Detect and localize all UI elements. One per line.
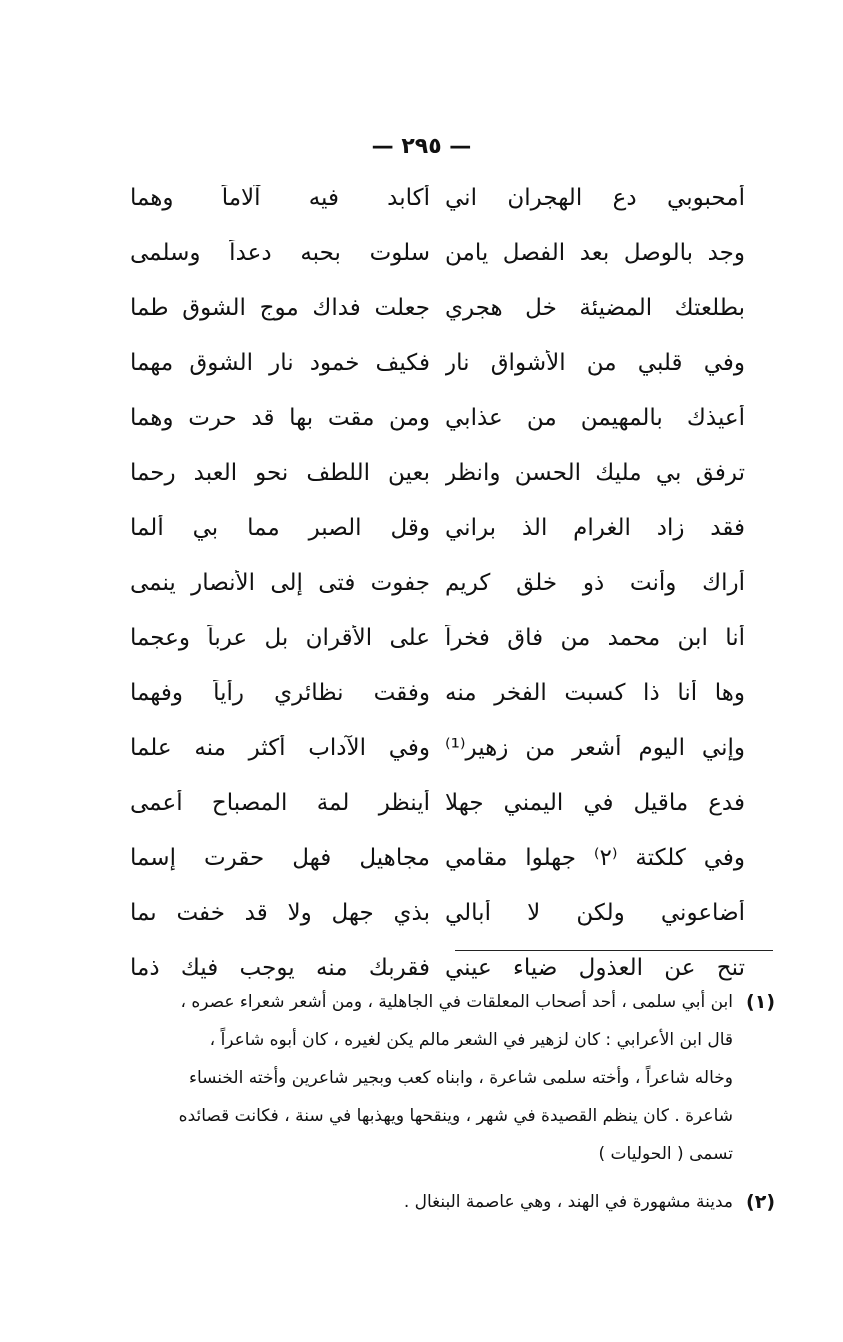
verse-line bbox=[130, 610, 745, 665]
verse-line bbox=[130, 555, 745, 610]
verse-line bbox=[130, 775, 745, 830]
verse-first-hemistich: أعيذك بالمهيمن من عذابي bbox=[445, 404, 745, 431]
footnote-marker: (١) bbox=[746, 991, 775, 1013]
verse-first-hemistich: تنح عن العذول ضياء عيني bbox=[445, 954, 745, 981]
verse-line bbox=[130, 665, 745, 720]
verse-line bbox=[130, 225, 745, 280]
footnote-line: وخاله شاعراً ، وأخته سلمى شاعرة ، وابناه كعب وبجير شاعرين وأخته الخنساء bbox=[188, 1068, 733, 1088]
verse-line bbox=[130, 390, 745, 445]
footnote-text bbox=[95, 983, 733, 1173]
verse-line bbox=[130, 885, 745, 940]
verse-first-hemistich: أنا ابن محمد من فاق فخراً bbox=[445, 624, 745, 651]
verse-first-hemistich: وإني اليوم أشعر من زهير⁽¹⁾ bbox=[445, 734, 745, 761]
footnote-divider bbox=[455, 950, 773, 951]
footnote-line: شاعرة . كان ينظم القصيدة في شهر ، وينقحها ويهذبها في سنة ، فكانت قصائده bbox=[178, 1106, 733, 1126]
footnote-text bbox=[95, 1183, 733, 1221]
verse-first-hemistich: أضاعوني ولكن لا أبالي bbox=[445, 899, 745, 926]
footnote bbox=[95, 983, 775, 1173]
footnote-line: ابن أبي سلمى ، أحد أصحاب المعلقات في الجاهلية ، ومن أشعر شعراء عصره ، bbox=[180, 992, 733, 1012]
verse-first-hemistich: بطلعتك المضيئة خل هجري bbox=[445, 294, 745, 321]
verse-second-hemistich: جفوت فتى إلى الأنصار ينمى bbox=[130, 569, 430, 596]
verse-line bbox=[130, 280, 745, 335]
verse-line bbox=[130, 830, 745, 885]
verse-first-hemistich: فدع ماقيل في اليمني جهلا bbox=[445, 789, 745, 816]
footnote-line: قال ابن الأعرابي : كان لزهير في الشعر مالم يكن لغيره ، كان أبوه شاعراً ، bbox=[209, 1030, 733, 1050]
verse-second-hemistich: وفي الآداب أكثر منه علما bbox=[130, 734, 430, 761]
verse-line bbox=[130, 445, 745, 500]
verse-second-hemistich: سلوت بحبه دعداً وسلمى bbox=[130, 239, 430, 266]
verse-second-hemistich: أكابد فيه آلاماً وهما bbox=[130, 184, 430, 211]
verse-second-hemistich: فكيف خمود نار الشوق مهما bbox=[130, 349, 430, 376]
footnote bbox=[95, 1183, 775, 1221]
verse-line bbox=[130, 720, 745, 775]
verse-second-hemistich: جعلت فداك موج الشوق طما bbox=[130, 294, 430, 321]
verse-first-hemistich: أمحبوبي دع الهجران اني bbox=[445, 184, 745, 211]
verse-second-hemistich: فقربك منه يوجب فيك ذما bbox=[130, 954, 430, 981]
page-number: — ٢٩٥ — bbox=[371, 134, 472, 159]
verse-first-hemistich: أراك وأنت ذو خلق كريم bbox=[445, 569, 745, 596]
verse-first-hemistich: وجد بالوصل بعد الفصل يامن bbox=[445, 239, 745, 266]
verse-second-hemistich: بعين اللطف نحو العبد رحما bbox=[130, 459, 430, 486]
footnote-line: تسمى ( الحوليات ) bbox=[598, 1144, 733, 1164]
footnotes bbox=[95, 983, 775, 1231]
verse-second-hemistich: وقل الصبر مما بي ألما bbox=[130, 514, 430, 541]
verse-line bbox=[130, 500, 745, 555]
verse-second-hemistich: بذي جهل ولا قد خفت ىما bbox=[130, 899, 430, 926]
footnote-marker: (٢) bbox=[746, 1191, 775, 1213]
verse-first-hemistich: فقد زاد الغرام الذ براني bbox=[445, 514, 745, 541]
verse-first-hemistich: وفي قلبي من الأشواق نار bbox=[445, 349, 745, 376]
footnote-line: مدينة مشهورة في الهند ، وهي عاصمة البنغال . bbox=[403, 1192, 733, 1212]
verse-first-hemistich: ترفق بي مليك الحسن وانظر bbox=[445, 459, 745, 486]
verse-second-hemistich: على الأقران بل عرباً وعجما bbox=[130, 624, 430, 651]
verse-second-hemistich: وفقت نظائري رأياً وفهما bbox=[130, 679, 430, 706]
verse-first-hemistich: وها أنا ذا كسبت الفخر منه bbox=[445, 679, 745, 706]
verse-line bbox=[130, 170, 745, 225]
verse-second-hemistich: ومن مقت بها قد حرت وهما bbox=[130, 404, 430, 431]
poem bbox=[130, 170, 745, 995]
verse-second-hemistich: مجاهيل فهل حقرت إسما bbox=[130, 844, 430, 871]
verse-second-hemistich: أينظر لمة المصباح أعمى bbox=[130, 789, 430, 816]
verse-first-hemistich: وفي كلكتة ⁽٢⁾ جهلوا مقامي bbox=[445, 844, 745, 871]
verse-line bbox=[130, 335, 745, 390]
